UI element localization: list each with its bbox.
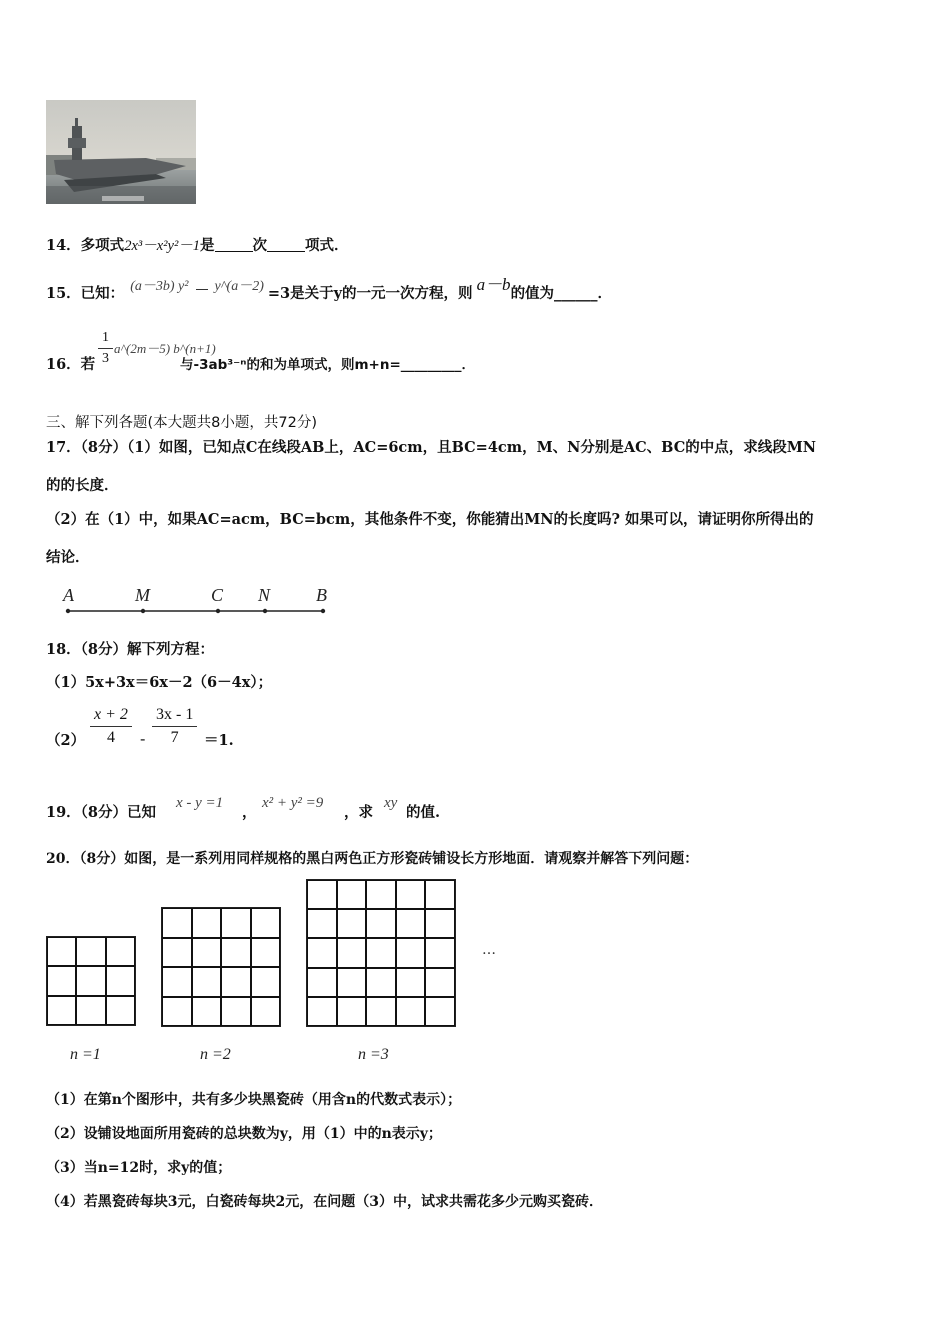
tile: [162, 967, 192, 997]
tile: [251, 938, 281, 968]
question-19: [46, 790, 526, 820]
q16-frac-num: 1: [98, 328, 113, 349]
tile: [162, 908, 192, 938]
tile: [192, 967, 222, 997]
tile: [47, 937, 76, 966]
label-b: B: [316, 585, 327, 605]
q18-p2-label: （2）: [46, 732, 86, 749]
tile: [221, 997, 251, 1027]
q17-line-3: （2）在（1）中，如果AC=acm，BC=bcm，其他条件不变，你能猜出MN的长度吗? 如果可以，请证明你所得出的: [46, 511, 814, 528]
label-n-1: n =1: [70, 1046, 101, 1063]
tile: [47, 966, 76, 995]
label-c: C: [211, 585, 224, 605]
tile: [337, 880, 367, 909]
q20-sub-4: （4）若黑瓷砖每块3元，白瓷砖每块2元，在问题（3）中，试求共需花多少元购买瓷砖．: [46, 1194, 603, 1210]
question-14: [46, 237, 349, 255]
q16-term: a^(2m－5) b^(n+1): [114, 341, 216, 356]
tile: [366, 909, 396, 938]
q19-ask: ，求: [344, 804, 373, 821]
carrier-photo: [46, 100, 196, 204]
tile: [307, 938, 337, 967]
q19-xy: xy: [384, 795, 398, 811]
label-n-2: n =2: [200, 1046, 231, 1063]
q19-prefix: 19．（8分）已知: [46, 804, 157, 821]
q15-underline: [196, 277, 208, 290]
q18-frac1-den: 4: [106, 729, 115, 746]
q18-minus: -: [140, 729, 146, 748]
tile: [192, 908, 222, 938]
tile: [396, 997, 426, 1026]
q20-title: 20．（8分）如图，是一系列用同样规格的黑白两色正方形瓷砖铺设长方形地面．请观察并解答下列问题：: [46, 851, 699, 867]
tile: [307, 968, 337, 997]
tile-figure-1: [46, 936, 136, 1026]
tile: [425, 997, 455, 1026]
segment-diagram: [58, 583, 338, 623]
tile: [307, 880, 337, 909]
tile: [192, 938, 222, 968]
q14-is: 是: [200, 237, 215, 254]
label-n: N: [258, 585, 271, 605]
point-n: [263, 609, 267, 613]
point-c: [216, 609, 220, 613]
q14-blank-2[interactable]: [267, 237, 305, 252]
q17-line-1: 17．（8分）（1）如图，已知点C在线段AB上，AC=6cm，且BC=4cm，M、N分别是AC、BC的中点，求线段MN: [46, 439, 817, 456]
tile: [425, 968, 455, 997]
q16-mid: 与-3ab³⁻ⁿ的和为单项式，则m+n=_________．: [180, 357, 476, 373]
tile: [396, 880, 426, 909]
tile: [366, 938, 396, 967]
q19-eq1: x - y =1: [176, 795, 224, 811]
q17-line-2: 的的长度．: [46, 477, 119, 494]
tile: [76, 937, 105, 966]
q14-ci: 次: [252, 237, 268, 254]
q20-sub-1: （1）在第n个图形中，共有多少块黑瓷砖（用含n的代数式表示）；: [46, 1092, 462, 1108]
tile: [76, 966, 105, 995]
point-a: [66, 609, 70, 613]
tile: [425, 880, 455, 909]
q17-line-4: 结论．: [46, 549, 90, 566]
tile: [307, 997, 337, 1026]
tile: [162, 997, 192, 1027]
point-m: [141, 609, 145, 613]
q20-sub-2: （2）设铺设地面所用瓷砖的总块数为y，用（1）中的n表示y；: [46, 1126, 442, 1142]
q19-comma: ，: [242, 804, 257, 821]
point-b: [321, 609, 325, 613]
tile: [251, 997, 281, 1027]
tile: [192, 997, 222, 1027]
tile: [366, 880, 396, 909]
q14-expr-a: 2x: [124, 238, 138, 254]
label-n-3: n =3: [358, 1046, 389, 1063]
tile: [106, 996, 135, 1025]
tile: [106, 937, 135, 966]
tile: [337, 968, 367, 997]
q18-frac2-den: 7: [170, 729, 179, 746]
tile: [366, 968, 396, 997]
tile: [76, 996, 105, 1025]
q18-fraction-1: [90, 704, 132, 749]
q20-sub-3: （3）当n=12时，求y的值；: [46, 1160, 232, 1176]
q18-frac1-num: x + 2: [90, 704, 132, 727]
q14-blank-1[interactable]: [215, 237, 253, 252]
label-a: A: [63, 585, 74, 605]
q15-prefix: 15．已知：: [46, 285, 125, 302]
q16-frac-den: 3: [102, 351, 109, 366]
tile: [162, 938, 192, 968]
q15-expr1: (a－3b) y²: [130, 279, 189, 294]
q18-title: 18．（8分）解下列方程：: [46, 641, 215, 658]
tile-figure-3: [306, 879, 456, 1027]
q14-expr-b: ³－x²y²－1: [137, 238, 201, 254]
q19-eq2: x² + y² =9: [262, 795, 324, 811]
question-15: [46, 275, 613, 302]
tile: [221, 938, 251, 968]
tile: [307, 909, 337, 938]
tile: [366, 997, 396, 1026]
tile: [396, 938, 426, 967]
q16-prefix: 16．若: [46, 356, 96, 373]
tile-figure-2: [161, 907, 281, 1027]
tile: [221, 967, 251, 997]
tile: [396, 968, 426, 997]
q18-part-1: （1）5x+3x＝6x－2（6－4x）；: [46, 674, 273, 691]
tile: [337, 909, 367, 938]
q15-eq: =3是关于y的一元一次方程，则: [267, 285, 473, 302]
label-m: M: [135, 585, 150, 605]
q15-a-minus-b: a－b: [476, 275, 511, 294]
q15-expr2: y^(a－2): [214, 279, 264, 294]
q14-xiang: 项式．: [305, 237, 349, 254]
q14-number: 14．多项式: [46, 237, 125, 254]
q15-suffix: 的值为______．: [510, 285, 613, 302]
tile: [396, 909, 426, 938]
tile: [251, 967, 281, 997]
q18-p2-end: ＝1.: [204, 732, 234, 749]
tile: [337, 997, 367, 1026]
tile: [425, 938, 455, 967]
q19-suffix: 的值.: [406, 804, 441, 821]
tile: [221, 908, 251, 938]
tile-ellipsis: …: [482, 942, 496, 958]
q18-frac2-num: 3x - 1: [152, 704, 197, 727]
q18-fraction-2: [152, 704, 197, 749]
q16-fraction: [98, 328, 113, 369]
section-3-heading: 三、解下列各题(本大题共8小题，共72分): [46, 415, 317, 431]
tile: [47, 996, 76, 1025]
tile: [337, 938, 367, 967]
tile: [425, 909, 455, 938]
tile: [251, 908, 281, 938]
tile: [106, 966, 135, 995]
